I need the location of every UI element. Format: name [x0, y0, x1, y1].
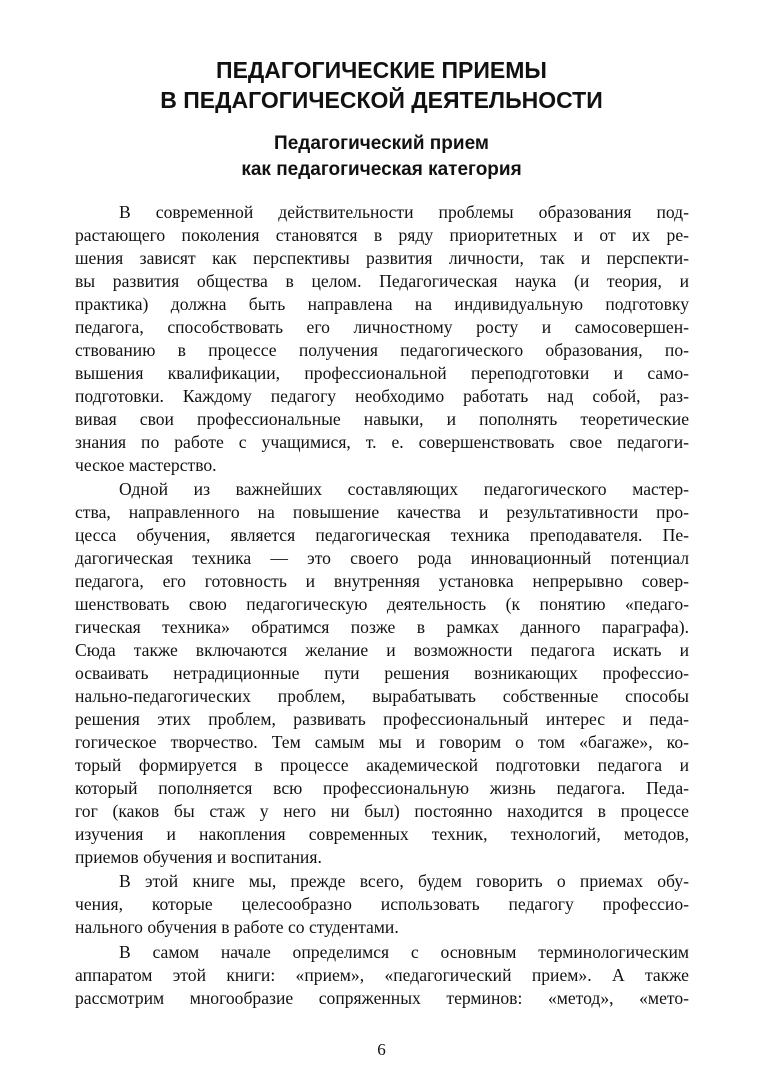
- section-title-line-1: Педагогический прием: [274, 133, 489, 154]
- text-line: Одной из важнейших составляющих педагогического мастер-: [119, 479, 689, 499]
- text-line: знания по работе с учащимися, т. е. совершенствовать свое педагоги-: [75, 432, 689, 452]
- text-line: аппаратом этой книги: «прием», «педагогический прием». А также: [75, 965, 689, 985]
- text-line: вышения квалификации, профессиональной переподготовки и само-: [75, 363, 689, 383]
- section-title-line-2: как педагогическая категория: [241, 159, 522, 180]
- text-line: В самом начале определимся с основным терминологическим: [119, 942, 689, 962]
- text-line: Сюда также включаются желание и возможности педагога искать и: [75, 640, 689, 660]
- text-line: дагогическая техника — это своего рода инновационный потенциал: [75, 548, 689, 568]
- text-line: В этой книге мы, прежде всего, будем говорить о приемах обу-: [119, 871, 689, 891]
- text-line: цесса обучения, является педагогическая техника преподавателя. Пе-: [75, 525, 689, 545]
- text-line: ствованию в процессе получения педагогического образования, по-: [75, 340, 689, 360]
- text-line: решения этих проблем, развивать профессиональный интерес и педа-: [75, 709, 689, 729]
- text-line: гическая техника» обратимся позже в рамках данного параграфа).: [75, 617, 689, 637]
- text-line: изучения и накопления современных техник, технологий, методов,: [75, 824, 689, 844]
- text-line: вы развития общества в целом. Педагогическая наука (и теория, и: [75, 271, 689, 291]
- text-line: нального обучения в работе со студентами.: [75, 917, 399, 937]
- chapter-title-line-2: В ПЕДАГОГИЧЕСКОЙ ДЕЯТЕЛЬНОСТИ: [160, 87, 603, 113]
- text-line: который пополняется всю профессиональную жизнь педагога. Педа-: [75, 778, 689, 798]
- text-line: нально-педагогических проблем, вырабатывать собственные способы: [75, 686, 689, 706]
- page-number: 6: [377, 1040, 386, 1059]
- chapter-title-line-1: ПЕДАГОГИЧЕСКИЕ ПРИЕМЫ: [216, 57, 547, 83]
- text-line: ства, направленного на повышение качества и результативности про-: [75, 502, 689, 522]
- text-line: шения зависят как перспективы развития личности, так и перспекти-: [75, 248, 689, 268]
- text-line: осваивать нетрадиционные пути решения возникающих профессио-: [75, 663, 689, 683]
- text-line: гог (каков бы стаж у него ни был) постоянно находится в процессе: [75, 801, 689, 821]
- text-line: педагога, его готовность и внутренняя установка непрерывно совер-: [75, 571, 689, 591]
- text-line: рассмотрим многообразие сопряженных терминов: «метод», «мето-: [75, 988, 689, 1008]
- text-line: практика) должна быть направлена на индивидуальную подготовку: [75, 294, 689, 314]
- text-line: растающего поколения становятся в ряду приоритетных и от их ре-: [75, 225, 689, 245]
- text-line: чения, которые целесообразно использовать педагогу профессио-: [75, 894, 689, 914]
- text-line: приемов обучения и воспитания.: [75, 847, 322, 867]
- text-line: ческое мастерство.: [75, 455, 217, 475]
- text-line: подготовки. Каждому педагогу необходимо работать над собой, раз-: [75, 386, 689, 406]
- text-line: торый формируется в процессе академической подготовки педагога и: [75, 755, 689, 775]
- text-line: гогическое творчество. Тем самым мы и говорим о том «багаже», ко-: [75, 732, 689, 752]
- text-line: вивая свои профессиональные навыки, и пополнять теоретические: [75, 409, 689, 429]
- text-line: педагога, способствовать его личностному росту и самосовершен-: [75, 317, 689, 337]
- text-line: шенствовать свою педагогическую деятельность (к понятию «педаго-: [75, 594, 689, 614]
- text-line: В современной действительности проблемы образования под-: [119, 202, 689, 222]
